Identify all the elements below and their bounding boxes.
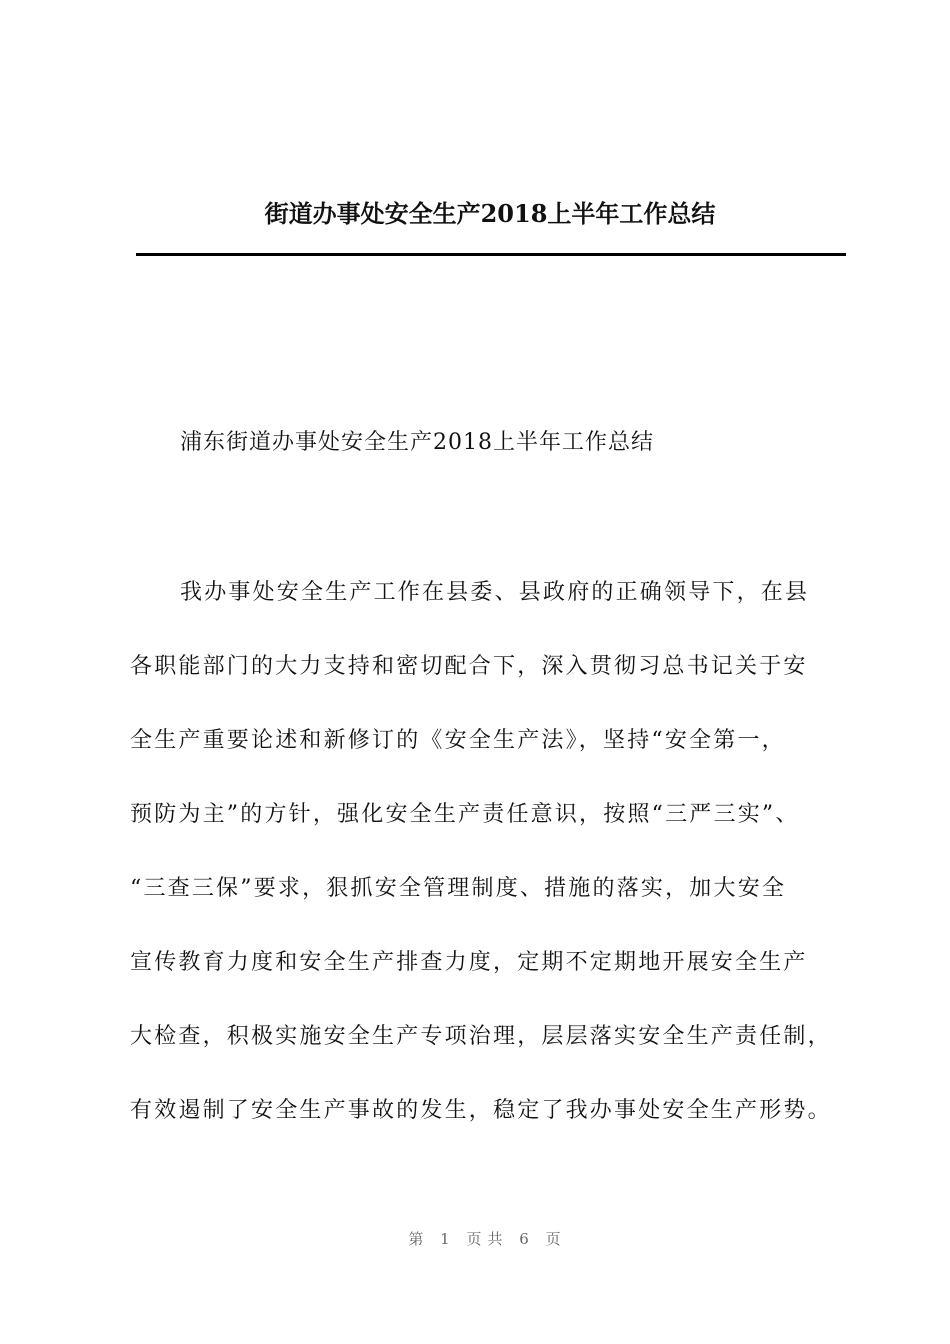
page-title: 街道办事处安全生产2018上半年工作总结 <box>264 199 716 228</box>
paragraph-line: 大检查，积极实施安全生产专项治理，层层落实安全生产责任制， <box>130 1024 832 1049</box>
document-subtitle: 浦东街道办事处安全生产2018上半年工作总结 <box>180 430 654 455</box>
paragraph-line: “三查三保”要求，狠抓安全管理制度、措施的落实，加大安全 <box>130 876 787 901</box>
paragraph-line: 各职能部门的大力支持和密切配合下，深入贯彻习总书记关于安 <box>130 654 808 679</box>
paragraph-line: 有效遏制了安全生产事故的发生，稳定了我办事处安全生产形势。 <box>130 1098 832 1123</box>
paragraph-line: 宣传教育力度和安全生产排查力度，定期不定期地开展安全生产 <box>130 950 808 975</box>
paragraph-line: 我办事处安全生产工作在县委、县政府的正确领导下，在县 <box>180 580 810 605</box>
paragraph-line: 全生产重要论述和新修订的《安全生产法》，坚持“安全第一， <box>130 728 786 753</box>
title-underline <box>136 253 846 256</box>
page-number-footer: 第 1 页共 6 页 <box>408 1230 567 1248</box>
paragraph-line: 预防为主”的方针，强化安全生产责任意识，按照“三严三实”、 <box>130 802 800 827</box>
